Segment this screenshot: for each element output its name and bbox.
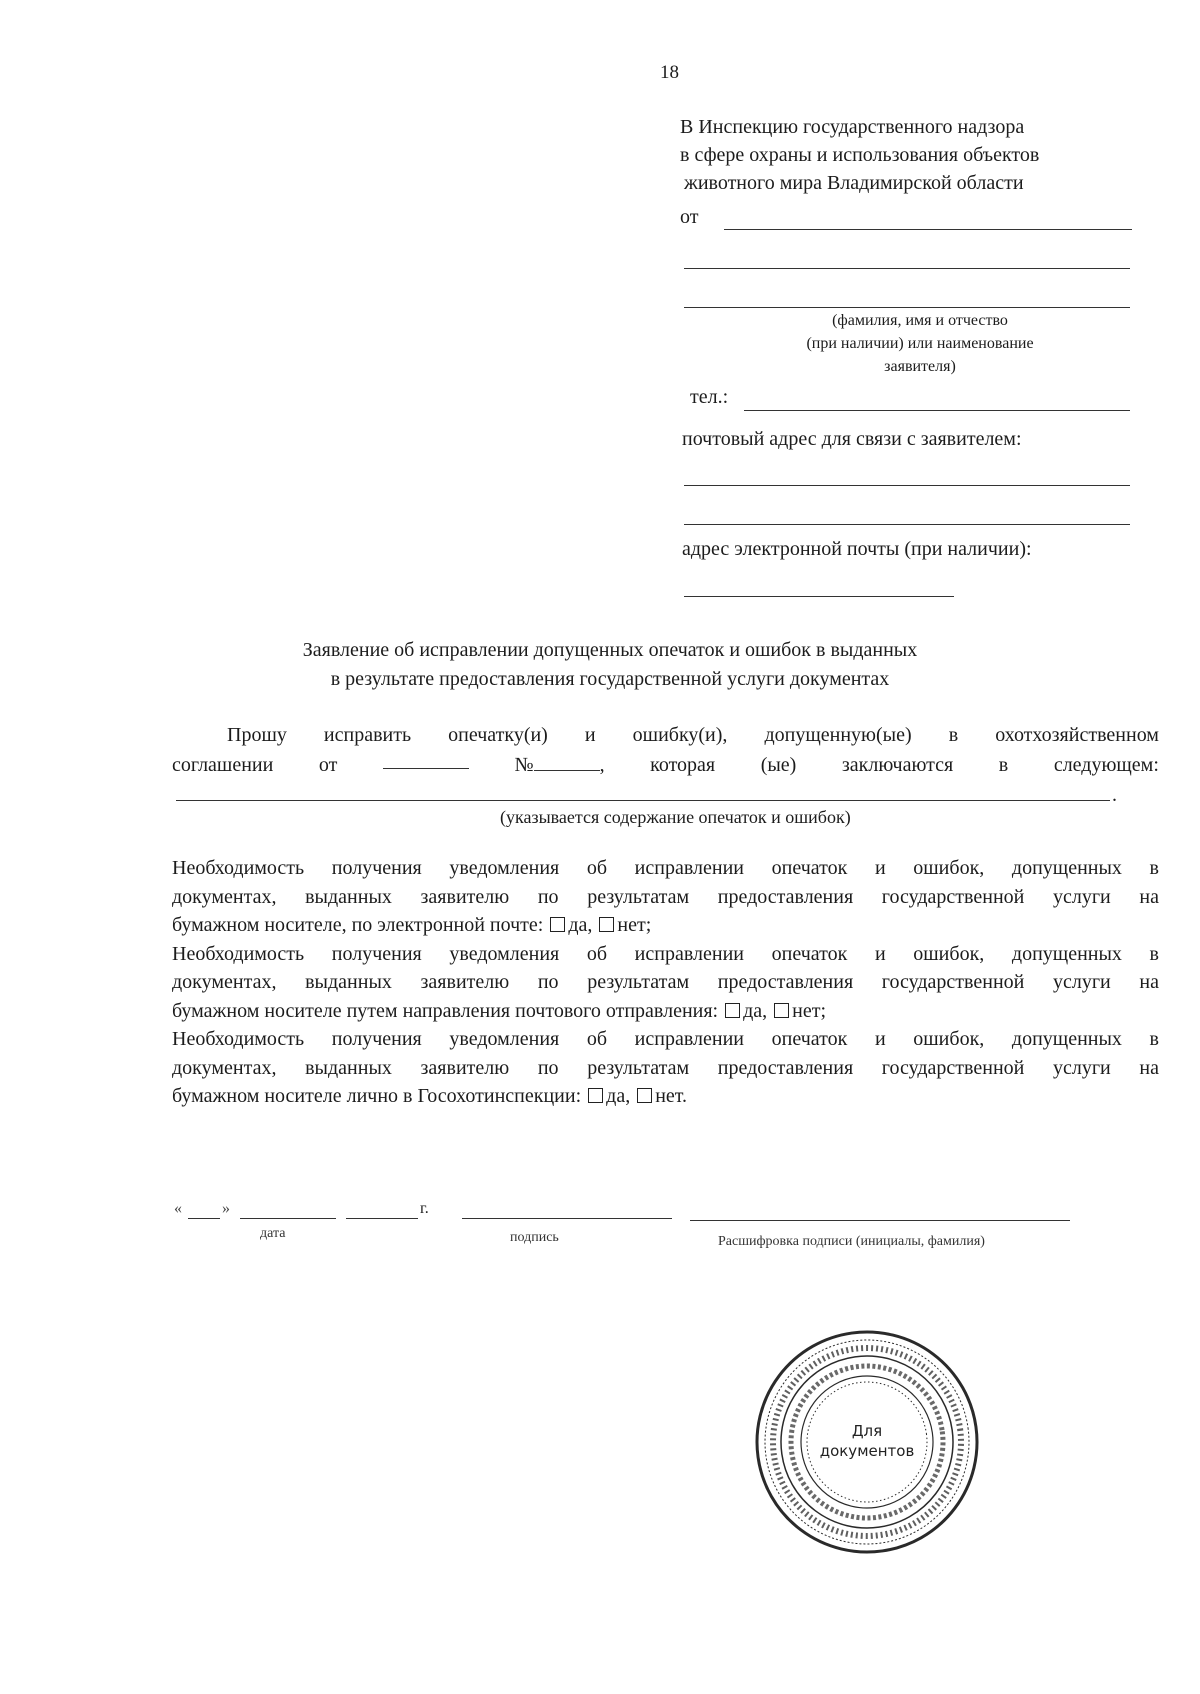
signature-caption: подпись: [510, 1230, 559, 1245]
notice-text: Необходимость получения уведомления об исправлении опечаток и ошибок, допущенных в: [172, 857, 1159, 879]
document-title: [160, 636, 1060, 694]
checkbox-post-no[interactable]: [774, 1003, 789, 1018]
yes-label: да,: [568, 914, 593, 936]
postal-address-line-2[interactable]: [684, 502, 1130, 525]
notice-text: документах, выданных заявителю по результатам предоставления государственной услуги на: [172, 1056, 1159, 1079]
notice-text: документах, выданных заявителю по результатам предоставления государственной услуги на: [172, 971, 1159, 993]
from-field-line-2[interactable]: [684, 246, 1130, 269]
errors-description-field[interactable]: [176, 780, 1110, 801]
no-label: нет;: [617, 914, 652, 936]
name-caption-line-1: (фамилия, имя и отчество: [832, 312, 1008, 329]
request-word: и: [584, 724, 596, 746]
year-suffix: г.: [420, 1200, 429, 1217]
number-sign: №: [514, 754, 534, 776]
request-word: ошибку(и),: [632, 724, 728, 746]
from-field-line-1[interactable]: [724, 207, 1132, 230]
request-word: которая: [650, 754, 716, 776]
request-word: опечатку(и): [448, 724, 548, 746]
checkbox-post-yes[interactable]: [725, 1003, 740, 1018]
request-word: от: [318, 754, 338, 776]
signature-decode-caption: Расшифровка подписи (инициалы, фамилия): [718, 1234, 985, 1249]
yes-label: да,: [606, 1085, 631, 1107]
notice-text: Необходимость получения уведомления об исправлении опечаток и ошибок, допущенных в: [172, 1028, 1159, 1050]
phone-label: тел.:: [690, 386, 729, 408]
request-word: следующем:: [1053, 754, 1159, 776]
notice-text: бумажном носителе, по электронной почте:: [172, 914, 544, 936]
request-word: Прошу: [227, 724, 287, 746]
no-label: нет.: [655, 1085, 688, 1107]
date-year-field[interactable]: [346, 1202, 418, 1219]
notification-option-email: [172, 854, 1159, 940]
no-label: нет;: [792, 999, 827, 1022]
notification-option-post: [172, 940, 1159, 1026]
recipient-line-1: В Инспекцию государственного надзора: [680, 116, 1025, 138]
date-month-field[interactable]: [240, 1202, 336, 1219]
document-title-line-1: Заявление об исправлении допущенных опечаток и ошибок в выданных: [302, 639, 918, 661]
checkbox-email-no[interactable]: [599, 917, 614, 932]
recipient-line-2: в сфере охраны и использования объектов: [680, 144, 1040, 166]
checkbox-email-yes[interactable]: [550, 917, 565, 932]
errors-description-caption: (указывается содержание опечаток и ошибок): [500, 807, 851, 827]
phone-field[interactable]: [744, 388, 1130, 411]
notice-text: документах, выданных заявителю по результатам предоставления государственной услуги на: [172, 885, 1159, 908]
request-word: (ые): [760, 754, 797, 776]
seal-center-line-1: Для: [851, 1422, 883, 1440]
signature-decode-field[interactable]: [690, 1204, 1070, 1221]
request-word: охотхозяйственном: [995, 724, 1159, 746]
email-label: адрес электронной почты (при наличии):: [682, 538, 1032, 560]
request-paragraph: [172, 720, 1159, 780]
checkbox-in-person-no[interactable]: [637, 1088, 652, 1103]
signature-field[interactable]: [462, 1202, 672, 1219]
request-word: исправить: [323, 724, 412, 746]
checkbox-in-person-yes[interactable]: [588, 1088, 603, 1103]
request-word: соглашении: [172, 754, 274, 776]
official-seal: [752, 1327, 982, 1557]
date-quote-close: »: [222, 1200, 230, 1217]
postal-address-line-1[interactable]: [684, 463, 1130, 486]
name-caption-line-2: (при наличии) или наименование: [806, 335, 1034, 352]
page-number: 18: [660, 62, 679, 83]
request-word: в: [948, 724, 959, 746]
recipient-line-3: животного мира Владимирской области: [684, 172, 1024, 194]
notification-option-in-person: [172, 1025, 1159, 1111]
notice-text: бумажном носителе лично в Госохотинспекции:: [172, 1085, 582, 1107]
email-field[interactable]: [684, 574, 954, 597]
request-word: допущенную(ые): [764, 724, 912, 746]
postal-address-label: почтовый адрес для связи с заявителем:: [682, 428, 1022, 450]
request-line-2: [172, 750, 1159, 780]
agreement-number-field[interactable]: [534, 752, 600, 771]
notification-options: [172, 854, 1159, 1111]
name-caption-line-3: заявителя): [884, 358, 956, 375]
comma: ,: [599, 754, 605, 776]
errors-description-period: .: [1112, 784, 1117, 806]
request-line-1: [172, 720, 1159, 750]
agreement-number-group: [514, 750, 604, 780]
document-title-line-2: в результате предоставления государственной услуги документах: [330, 668, 890, 690]
from-label: от: [680, 206, 699, 228]
date-day-field[interactable]: [188, 1202, 220, 1219]
notice-text: бумажном носителе путем направления почтового отправления:: [172, 999, 719, 1022]
date-caption: дата: [260, 1226, 286, 1241]
request-word: в: [998, 754, 1009, 776]
date-quote-open: «: [174, 1200, 182, 1217]
from-field-line-3[interactable]: [684, 285, 1130, 308]
name-caption: [760, 309, 1080, 378]
request-word: заключаются: [841, 754, 954, 776]
yes-label: да,: [743, 999, 768, 1022]
notice-text: Необходимость получения уведомления об исправлении опечаток и ошибок, допущенных в: [172, 942, 1159, 965]
seal-center-line-2: документов: [819, 1442, 915, 1460]
agreement-date-field[interactable]: [383, 750, 469, 769]
